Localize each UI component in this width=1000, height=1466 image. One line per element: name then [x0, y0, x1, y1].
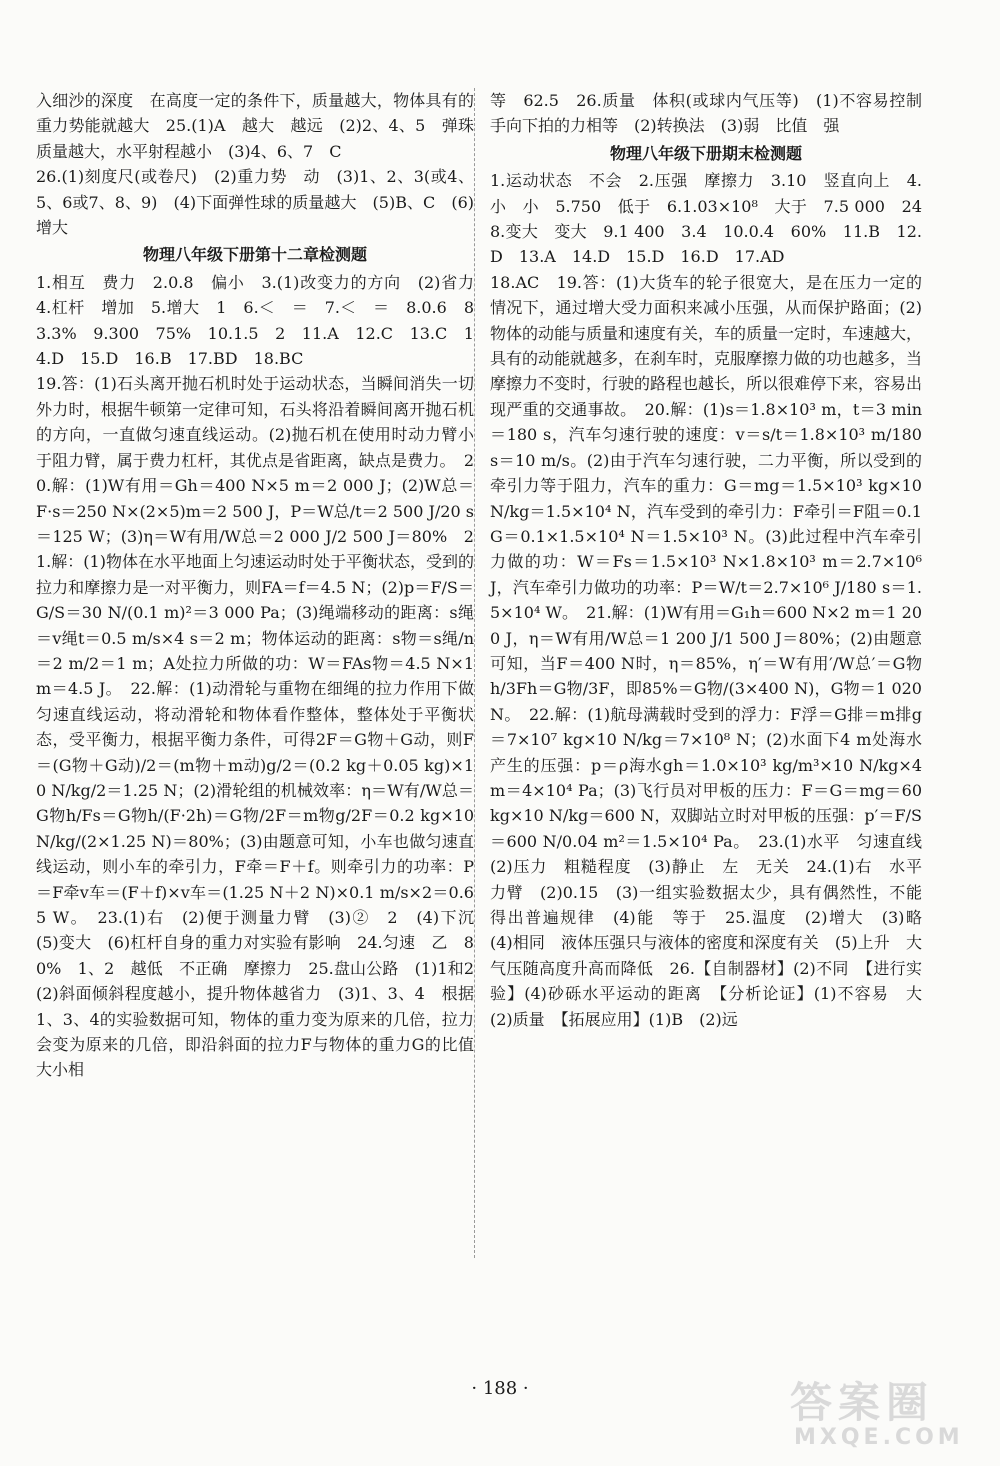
answer-paragraph: 等 62.5 26.质量 体积(或球内气压等) (1)不容易控制手向下拍的力相等 (2)转换法 (3)弱 比值 强: [490, 91, 922, 136]
left-column: [36, 88, 491, 1083]
answer-paragraph: 入细沙的深度 在高度一定的条件下，质量越大，物体具有的重力势能就越大 25.(1)A 越大 越远 (2)2、4、5 弹珠质量越大，水平射程越小 (3)4、6、7 C: [36, 91, 474, 161]
answer-paragraph: 18.AC 19.答：(1)大货车的轮子很宽大，是在压力一定的情况下，通过增大受力面积来减小压强，从而保护路面；(2)物体的动能与质量和速度有关，车的质量一定时，车速越大，具有的动能就越多，在刹车时，克服摩擦力做的功也越多，当摩擦力不变时，行驶的路程也越长，所以很难停下来，容易出现严重的交通事故。 20.解：(1)s＝1.8×10³ m，t＝3 min＝180 s，汽车匀速行驶的速度：v＝s/t＝1.8×10³ m/180 s＝10 m/s。(2)由于汽车匀速行驶，二力平衡，所以受到的牵引力等于阻力，汽车的重力：G＝mg＝1.5×10³ kg×10 N/kg＝1.5×10⁴ N，汽车受到的牵引力：F牵引＝F阻＝0.1G＝0.1×1.5×10⁴ N＝1.5×10³ N。(3)此过程中汽车牵引力做的功：W＝Fs＝1.5×10³ N×1.8×10³ m＝2.7×10⁶ J，汽车牵引力做功的功率：P＝W/t＝2.7×10⁶ J/180 s＝1.5×10⁴ W。 21.解：(1)W有用＝G₁h＝600 N×2 m＝1 200 J，η＝W有用/W总＝1 200 J/1 500 J＝80%；(2)由题意可知，当F＝400 N时，η＝85%，η′＝W有用′/W总′＝G物h/3Fh＝G物/3F，即85%＝G物/(3×400 N)，G物＝1 020 N。 22.解：(1)航母满载时受到的浮力：F浮＝G排＝m排g＝7×10⁷ kg×10 N/kg＝7×10⁸ N；(2)水面下4 m处海水产生的压强：p＝ρ海水gh＝1.0×10³ kg/m³×10 N/kg×4 m＝4×10⁴ Pa；(3)飞行员对甲板的压力：F＝G＝mg＝60 kg×10 N/kg＝600 N，双脚站立时对甲板的压强：p′＝F/S＝600 N/0.04 m²＝1.5×10⁴ Pa。 23.(1)水平 匀速直线 (2)压力 粗糙程度 (3)静止 左 无关 24.(1)右 水平 力臂 (2)0.15 (3)一组实验数据太少，具有偶然性，不能得出普遍规律 (4)能 等于 25.温度 (2)增大 (3)略 (4)相同 液体压强只与液体的密度和深度有关 (5)上升 大气压随高度升高而降低 26.【自制器材】(2)不同 【进行实验】(4)砂砾水平运动的距离 【分析论证】(1)不容易 大 (2)质量 【拓展应用】(1)B (2)远: [490, 272, 939, 1029]
answer-paragraph: 19.答：(1)石头离开抛石机时处于运动状态，当瞬间消失一切外力时，根据牛顿第一定律可知，石头将沿着瞬间离开抛石机的方向，一直做匀速直线运动。(2)抛石机在使用时动力臂小于阻力臂，属于费力杠杆，其优点是省距离，缺点是费力。 20.解：(1)W有用＝Gh＝400 N×5 m＝2 000 J；(2)W总＝F·s＝250 N×(2×5)m＝2 500 J，P＝W总/t＝2 500 J/20 s＝125 W；(3)η＝W有用/W总＝2 000 J/2 500 J＝80% 21.解：(1)物体在水平地面上匀速运动时处于平衡状态，受到的拉力和摩擦力是一对平衡力，则FA＝f＝4.5 N；(2)p＝F/S＝G/S＝30 N/(0.1 m)²＝3 000 Pa；(3)绳端移动的距离：s绳＝v绳t＝0.5 m/s×4 s＝2 m；物体运动的距离：s物＝s绳/n＝2 m/2＝1 m；A处拉力所做的功：W＝FAs物＝4.5 N×1 m＝4.5 J。 22.解：(1)动滑轮与重物在细绳的拉力作用下做匀速直线运动，将动滑轮和物体看作整体，整体处于平衡状态，受平衡力，根据平衡力条件，可得2F＝G物＋G动，则F＝(G物＋G动)/2＝(m物＋m动)g/2＝(0.2 kg＋0.05 kg)×10 N/kg/2＝1.25 N；(2)滑轮组的机械效率：η＝W有/W总＝G物h/Fs＝G物h/(F·2h)＝G物/2F＝m物g/2F＝0.2 kg×10 N/kg/(2×1.25 N)＝80%；(3)由题意可知，小车也做匀速直线运动，则小车的牵引力，F牵＝F＋f。则牵引力的功率：P＝F牵v车＝(F＋f)×v车＝(1.25 N＋2 N)×0.1 m/s×2＝0.65 W。 23.(1)右 (2)便于测量力臂 (3)② 2 (4)下沉 (5)变大 (6)杠杆自身的重力对实验有影响 24.匀速 乙 80% 1、2 越低 不正确 摩擦力 25.盘山公路 (1)1和2 (2)斜面倾斜程度越小，提升物体越省力 (3)1、3、4 根据1、3、4的实验数据可知，物体的重力变为原来的几倍，拉力会变为原来的几倍，即沿斜面的拉力F与物体的重力G的比值大小相: [36, 374, 491, 1080]
site-watermark-logo: [790, 1380, 970, 1452]
answer-paragraph: 26.(1)刻度尺(或卷尺) (2)重力势 动 (3)1、2、3(或4、5、6或7、8、9) (4)下面弹性球的质量越大 (5)B、C (6)增大: [36, 167, 474, 238]
watermark-title: 答案圈: [790, 1378, 935, 1427]
answer-paragraph: 1.运动状态 不会 2.压强 摩擦力 3.10 竖直向上 4.小 小 5.750 低于 6.1.03×10⁸ 大于 7.5 000 24 8.变大 变大 9.1 400 3.4 10.0.4 60% 11.B 12.D 13.A 14.D 15.D 16.D 17.AD: [490, 171, 939, 267]
section-title: 物理八年级下册期末检测题: [609, 143, 802, 163]
answer-paragraph: 1.相互 费力 2.0.8 偏小 3.(1)改变力的方向 (2)省力 4.杠杆 增加 5.增大 1 6.＜ ＝ 7.＜ ＝ 8.0.6 83.3% 9.300 75% 10.1.5 2 11.A 12.C 13.C 14.D 15.D 16.B 17.BD 18.BC: [36, 272, 491, 369]
page-number: · 188 ·: [471, 1378, 529, 1399]
column-divider: [474, 88, 475, 1258]
right-column: [490, 88, 939, 1032]
watermark-url: MXQE.COM: [794, 1425, 964, 1450]
section-title: 物理八年级下册第十二章检测题: [142, 245, 367, 265]
